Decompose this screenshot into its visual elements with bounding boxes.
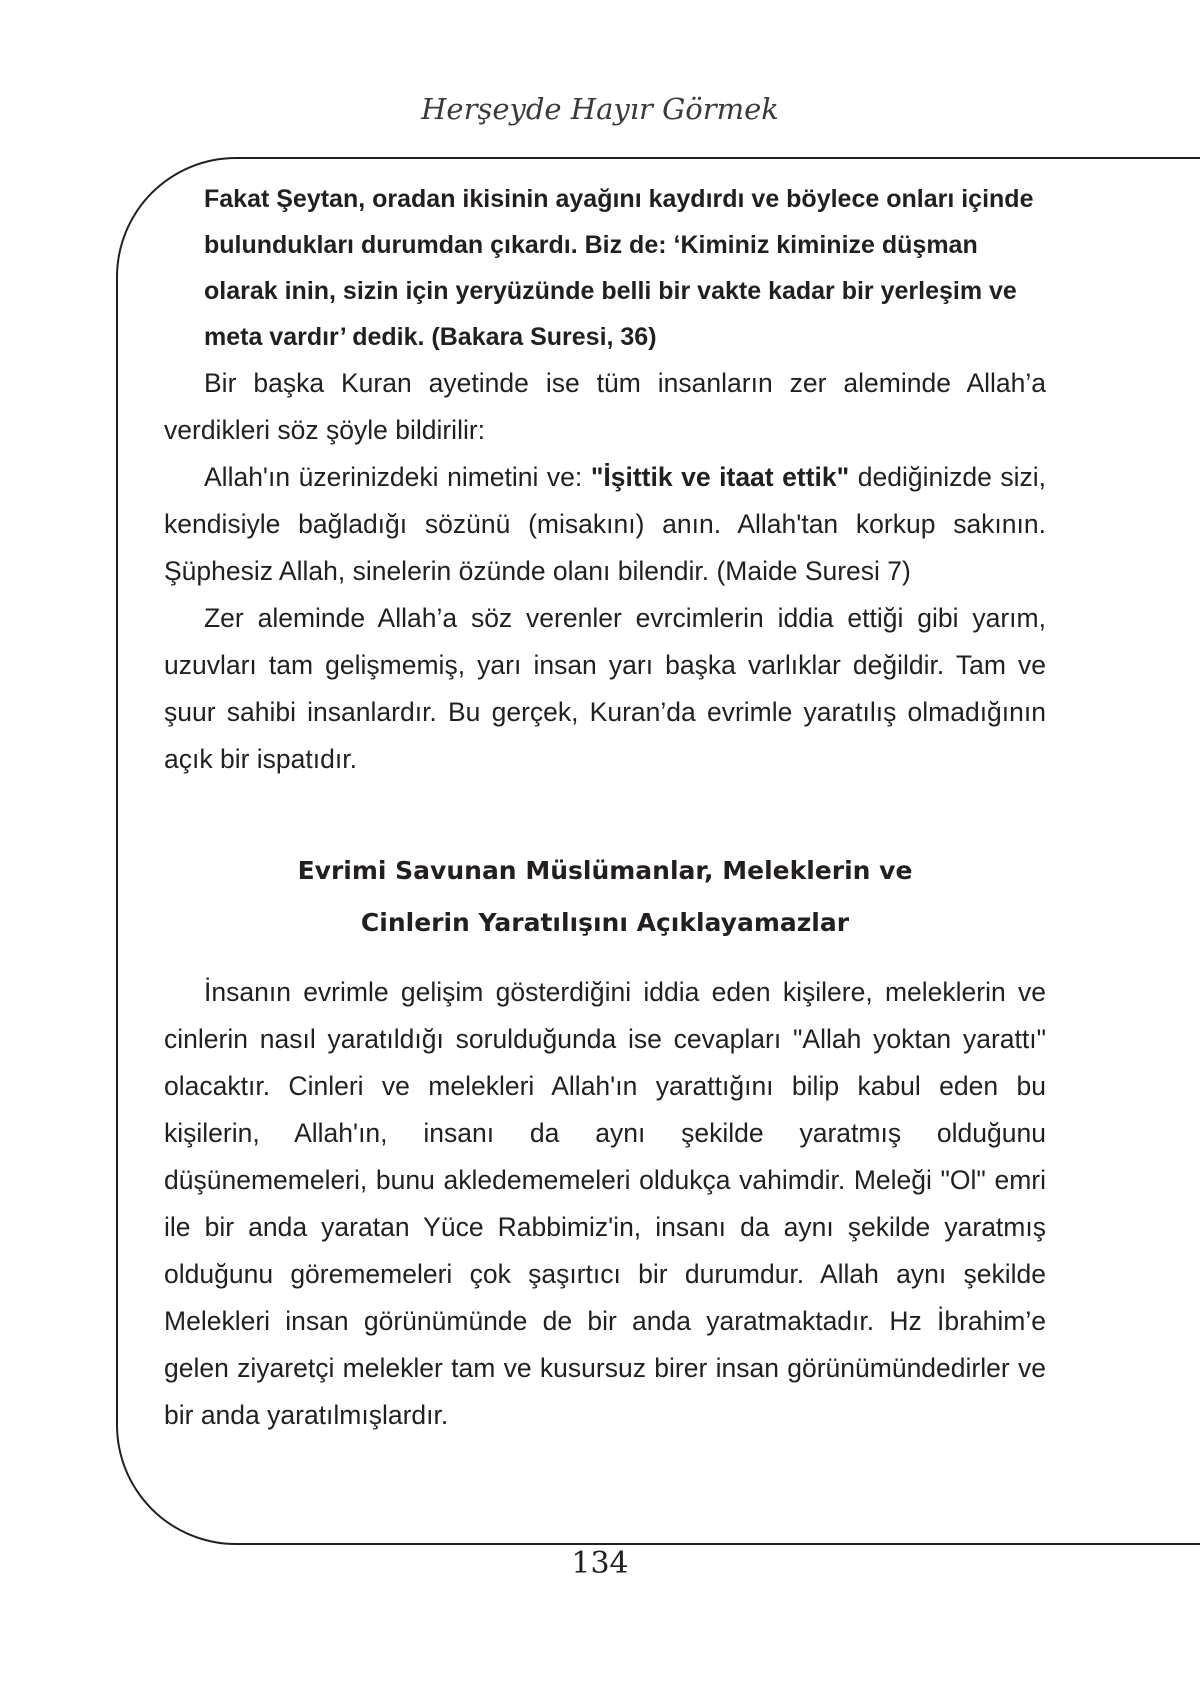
section-heading [164,845,1046,949]
page-number: 134 [571,1546,629,1581]
running-head-title: Herşeyde Hayır Görmek [421,92,779,126]
quote-maide-before: Allah'ın üzerinizdeki nimetini ve: [204,462,591,492]
quote-maide [164,454,1046,595]
paragraph-melekler: İnsanın evrimle gelişim gösterdiğini iddia eden kişilere, meleklerin ve cinlerin nasıl yaratıldığı sorulduğunda ise cevapları "Allah yoktan yarattı" olacaktır. Cinleri ve melekleri Allah'ın yarattığını bilip kabul eden bu kişilerin, Allah'ın, insanı da aynı şekilde yaratmış olduğunu düşünememeleri, bunu akledememeleri oldukça vahimdir. Meleği "Ol" emri ile bir anda yaratan Yüce Rabbimiz'in, insanı da aynı şekilde yaratmış olduğunu görememeleri çok şaşırtıcı bir durumdur. Allah aynı şekilde Melekleri insan görünümünde de bir anda yaratmaktadır. Hz İbrahim’e gelen ziyaretçi melekler tam ve kusursuz birer insan görünümündedirler ve bir anda yaratılmışlardır. [164,977,1046,1430]
paragraph-zer-alemi: Zer aleminde Allah’a söz verenler evrcimlerin iddia ettiği gibi yarım, uzuvları tam gelişmemiş, yarı insan yarı başka varlıklar değildir. Tam ve şuur sahibi insanlardır. Bu gerçek, Kuran’da evrimle yaratılış olmadığının açık bir ispatıdır. [164,603,1046,774]
page-content [164,176,1046,1439]
quote-maide-bold: "İşittik ve itaat ettik" [590,462,850,492]
quote-bakara: Fakat Şeytan, oradan ikisinin ayağını kaydırdı ve böylece onları içinde bulundukları durumdan çıkardı. Biz de: ‘Kiminiz kiminize düşman olarak inin, sizin için yeryüzünde belli bir vakte kadar bir yerleşim ve meta vardır’ dedik. (Bakara Suresi, 36) [204,185,1034,351]
paragraph-zer-intro: Bir başka Kuran ayetinde ise tüm insanların zer aleminde Allah’a verdikleri söz şöyle bildirilir: [164,368,1046,445]
section-heading-line-1: Evrimi Savunan Müslümanlar, Meleklerin ve [297,856,913,885]
quote-maide-after: dediğinizde sizi, kendisiyle bağladığı sözünü (misakını) anın. Allah'tan korkup sakının. Şüphesiz Allah, sinelerin özünde olanı bilendir. (Maide Suresi 7) [164,462,1046,586]
section-heading-line-2: Cinlerin Yaratılışını Açıklayamazlar [360,908,850,937]
